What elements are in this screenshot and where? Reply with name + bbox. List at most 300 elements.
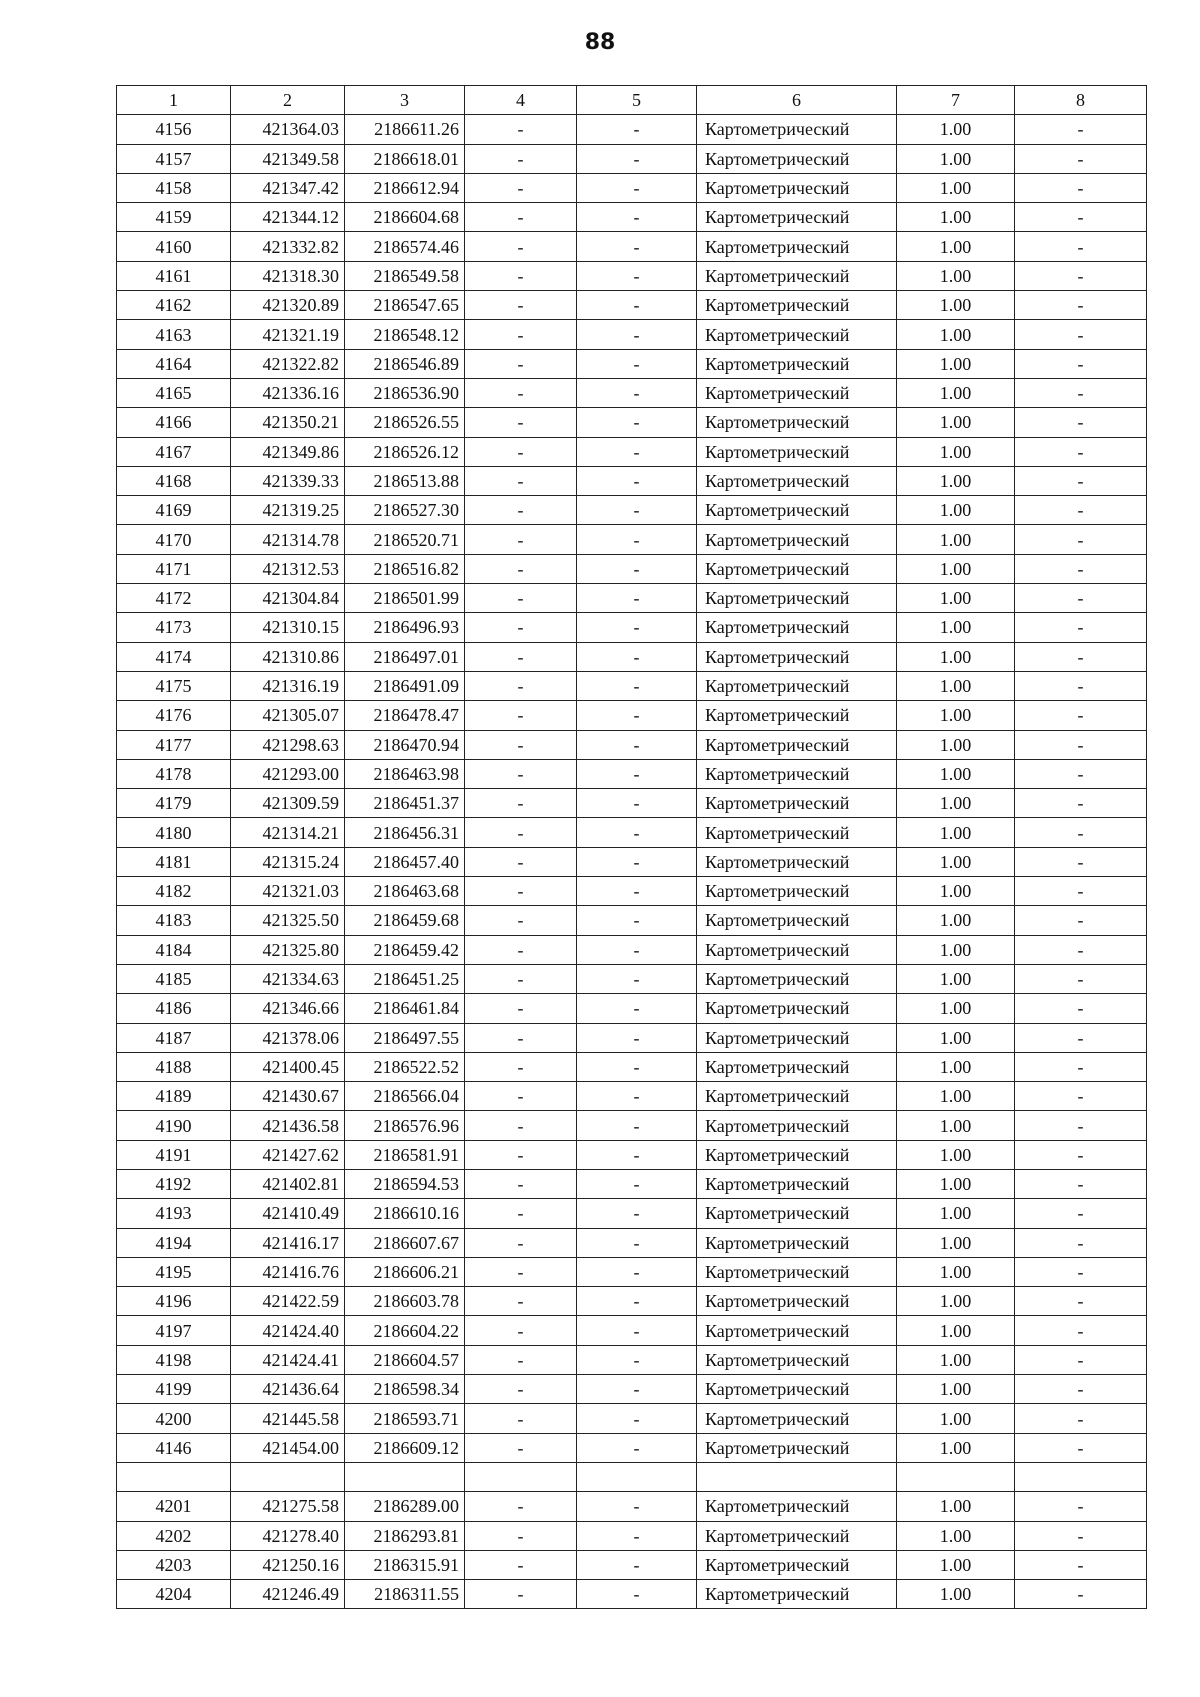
col8-cell: - (1015, 144, 1147, 173)
point-number-cell: 4161 (117, 261, 231, 290)
point-number-cell: 4178 (117, 759, 231, 788)
point-number-cell: 4156 (117, 115, 231, 144)
method-cell: Картометрический (697, 1345, 897, 1374)
col8-cell: - (1015, 1052, 1147, 1081)
method-cell: Картометрический (697, 906, 897, 935)
point-number-cell: 4174 (117, 642, 231, 671)
col8-cell: - (1015, 1023, 1147, 1052)
col8-cell: - (1015, 1433, 1147, 1462)
point-number-cell: 4182 (117, 877, 231, 906)
point-number-cell: 4179 (117, 789, 231, 818)
table-row (117, 437, 1147, 466)
table-row (117, 115, 1147, 144)
col4-cell: - (465, 378, 577, 407)
method-cell: Картометрический (697, 847, 897, 876)
x-coordinate-cell: 421320.89 (231, 291, 345, 320)
table-row (117, 496, 1147, 525)
table-row (117, 847, 1147, 876)
method-cell: Картометрический (697, 1199, 897, 1228)
table-row (117, 964, 1147, 993)
col5-cell: - (577, 1404, 697, 1433)
col4-cell: - (465, 115, 577, 144)
col5-cell: - (577, 144, 697, 173)
point-number-cell: 4172 (117, 584, 231, 613)
method-cell: Картометрический (697, 1433, 897, 1462)
y-coordinate-cell: 2186598.34 (345, 1375, 465, 1404)
y-coordinate-cell: 2186459.68 (345, 906, 465, 935)
col4-cell: - (465, 1580, 577, 1609)
accuracy-cell: 1.00 (897, 1550, 1015, 1579)
col5-cell: - (577, 1199, 697, 1228)
table-row (117, 994, 1147, 1023)
col8-cell: - (1015, 232, 1147, 261)
method-cell: Картометрический (697, 437, 897, 466)
y-coordinate-cell: 2186456.31 (345, 818, 465, 847)
table-row (117, 525, 1147, 554)
accuracy-cell: 1.00 (897, 1228, 1015, 1257)
table-row (117, 906, 1147, 935)
accuracy-cell: 1.00 (897, 349, 1015, 378)
x-coordinate-cell: 421250.16 (231, 1550, 345, 1579)
header-row (117, 86, 1147, 115)
method-cell: Картометрический (697, 701, 897, 730)
col5-cell: - (577, 1140, 697, 1169)
table-row (117, 1492, 1147, 1521)
y-coordinate-cell: 2186604.68 (345, 203, 465, 232)
table-row (117, 1023, 1147, 1052)
method-cell: Картометрический (697, 994, 897, 1023)
method-cell: Картометрический (697, 642, 897, 671)
x-coordinate-cell: 421346.66 (231, 994, 345, 1023)
col5-cell: - (577, 1550, 697, 1579)
col8-cell: - (1015, 1257, 1147, 1286)
method-cell: Картометрический (697, 525, 897, 554)
accuracy-cell: 1.00 (897, 730, 1015, 759)
table-row (117, 554, 1147, 583)
col8-cell: - (1015, 1550, 1147, 1579)
col5-cell: - (577, 994, 697, 1023)
y-coordinate-cell: 2186604.22 (345, 1316, 465, 1345)
col4-cell: - (465, 261, 577, 290)
table-row (117, 261, 1147, 290)
col4-cell: - (465, 994, 577, 1023)
col8-cell: - (1015, 203, 1147, 232)
col5-cell: - (577, 378, 697, 407)
y-coordinate-cell: 2186513.88 (345, 466, 465, 495)
col8-cell: - (1015, 1375, 1147, 1404)
col8-cell: - (1015, 1316, 1147, 1345)
col8-cell: - (1015, 847, 1147, 876)
y-coordinate-cell: 2186497.01 (345, 642, 465, 671)
col8-cell: - (1015, 818, 1147, 847)
col4-cell: - (465, 1023, 577, 1052)
col4-cell: - (465, 1169, 577, 1198)
col8-cell: - (1015, 320, 1147, 349)
x-coordinate-cell: 421336.16 (231, 378, 345, 407)
table-row (117, 1375, 1147, 1404)
y-coordinate-cell: 2186611.26 (345, 115, 465, 144)
method-cell: Картометрический (697, 1521, 897, 1550)
y-coordinate-cell: 2186581.91 (345, 1140, 465, 1169)
y-coordinate-cell: 2186566.04 (345, 1082, 465, 1111)
method-cell: Картометрический (697, 1375, 897, 1404)
col5-cell: - (577, 642, 697, 671)
col4-cell: - (465, 1052, 577, 1081)
y-coordinate-cell: 2186311.55 (345, 1580, 465, 1609)
accuracy-cell: 1.00 (897, 232, 1015, 261)
col8-cell: - (1015, 759, 1147, 788)
table-row (117, 789, 1147, 818)
x-coordinate-cell: 421325.80 (231, 935, 345, 964)
point-number-cell: 4167 (117, 437, 231, 466)
accuracy-cell: 1.00 (897, 906, 1015, 935)
table-row (117, 818, 1147, 847)
point-number-cell: 4162 (117, 291, 231, 320)
y-coordinate-cell: 2186536.90 (345, 378, 465, 407)
table-row (117, 730, 1147, 759)
method-cell: Картометрический (697, 320, 897, 349)
x-coordinate-cell: 421436.64 (231, 1375, 345, 1404)
col8-cell: - (1015, 1140, 1147, 1169)
page-number: 88 (584, 30, 616, 55)
point-number-cell: 4175 (117, 671, 231, 700)
spacer-row (117, 1462, 1147, 1491)
y-coordinate-cell: 2186461.84 (345, 994, 465, 1023)
table-row (117, 408, 1147, 437)
table-row (117, 1257, 1147, 1286)
accuracy-cell: 1.00 (897, 173, 1015, 202)
method-cell: Картометрический (697, 496, 897, 525)
col8-cell: - (1015, 789, 1147, 818)
col4-cell: - (465, 1492, 577, 1521)
table-row (117, 1052, 1147, 1081)
point-number-cell: 4197 (117, 1316, 231, 1345)
x-coordinate-cell: 421246.49 (231, 1580, 345, 1609)
col5-cell: - (577, 818, 697, 847)
col8-cell (1015, 1462, 1147, 1491)
col5-cell: - (577, 613, 697, 642)
x-coordinate-cell: 421332.82 (231, 232, 345, 261)
point-number-cell: 4164 (117, 349, 231, 378)
accuracy-cell: 1.00 (897, 408, 1015, 437)
point-number-cell: 4189 (117, 1082, 231, 1111)
column-header: 7 (897, 86, 1015, 115)
column-header: 2 (231, 86, 345, 115)
col4-cell: - (465, 1140, 577, 1169)
x-coordinate-cell: 421400.45 (231, 1052, 345, 1081)
col4-cell: - (465, 701, 577, 730)
accuracy-cell: 1.00 (897, 1345, 1015, 1374)
method-cell: Картометрический (697, 466, 897, 495)
col4-cell: - (465, 759, 577, 788)
col5-cell: - (577, 291, 697, 320)
col5-cell: - (577, 1228, 697, 1257)
col4-cell: - (465, 173, 577, 202)
column-header: 4 (465, 86, 577, 115)
table-row (117, 642, 1147, 671)
col8-cell: - (1015, 525, 1147, 554)
method-cell: Картометрический (697, 1316, 897, 1345)
table-row (117, 935, 1147, 964)
method-cell: Картометрический (697, 408, 897, 437)
col8-cell: - (1015, 261, 1147, 290)
col4-cell: - (465, 906, 577, 935)
x-coordinate-cell: 421349.86 (231, 437, 345, 466)
col4-cell: - (465, 437, 577, 466)
col5-cell: - (577, 964, 697, 993)
col5-cell: - (577, 789, 697, 818)
col4-cell: - (465, 466, 577, 495)
x-coordinate-cell: 421445.58 (231, 1404, 345, 1433)
x-coordinate-cell: 421339.33 (231, 466, 345, 495)
y-coordinate-cell: 2186594.53 (345, 1169, 465, 1198)
method-cell: Картометрический (697, 261, 897, 290)
col4-cell: - (465, 671, 577, 700)
point-number-cell: 4193 (117, 1199, 231, 1228)
col5-cell: - (577, 1433, 697, 1462)
col4-cell: - (465, 789, 577, 818)
col5-cell: - (577, 935, 697, 964)
accuracy-cell: 1.00 (897, 496, 1015, 525)
table-row (117, 1228, 1147, 1257)
y-coordinate-cell: 2186501.99 (345, 584, 465, 613)
column-header: 8 (1015, 86, 1147, 115)
col4-cell: - (465, 847, 577, 876)
table-row (117, 1316, 1147, 1345)
col4-cell: - (465, 1375, 577, 1404)
col4-cell: - (465, 554, 577, 583)
col4-cell: - (465, 964, 577, 993)
x-coordinate-cell: 421321.19 (231, 320, 345, 349)
col4-cell: - (465, 730, 577, 759)
y-coordinate-cell: 2186293.81 (345, 1521, 465, 1550)
col4-cell: - (465, 291, 577, 320)
point-number-cell: 4183 (117, 906, 231, 935)
x-coordinate-cell: 421310.15 (231, 613, 345, 642)
x-coordinate-cell: 421350.21 (231, 408, 345, 437)
accuracy-cell (897, 1462, 1015, 1491)
accuracy-cell: 1.00 (897, 144, 1015, 173)
table-row (117, 466, 1147, 495)
col5-cell: - (577, 1316, 697, 1345)
table-row (117, 1082, 1147, 1111)
y-coordinate-cell: 2186606.21 (345, 1257, 465, 1286)
point-number-cell: 4199 (117, 1375, 231, 1404)
x-coordinate-cell: 421314.21 (231, 818, 345, 847)
method-cell: Картометрический (697, 1404, 897, 1433)
accuracy-cell: 1.00 (897, 1111, 1015, 1140)
y-coordinate-cell: 2186546.89 (345, 349, 465, 378)
y-coordinate-cell: 2186470.94 (345, 730, 465, 759)
col4-cell: - (465, 877, 577, 906)
method-cell: Картометрический (697, 203, 897, 232)
accuracy-cell: 1.00 (897, 1023, 1015, 1052)
x-coordinate-cell: 421325.50 (231, 906, 345, 935)
col8-cell: - (1015, 877, 1147, 906)
col4-cell: - (465, 203, 577, 232)
x-coordinate-cell: 421316.19 (231, 671, 345, 700)
method-cell: Картометрический (697, 1052, 897, 1081)
x-coordinate-cell: 421298.63 (231, 730, 345, 759)
point-number-cell: 4185 (117, 964, 231, 993)
method-cell: Картометрический (697, 554, 897, 583)
col4-cell: - (465, 935, 577, 964)
y-coordinate-cell: 2186609.12 (345, 1433, 465, 1462)
point-number-cell: 4168 (117, 466, 231, 495)
col5-cell: - (577, 1052, 697, 1081)
x-coordinate-cell: 421310.86 (231, 642, 345, 671)
x-coordinate-cell: 421416.17 (231, 1228, 345, 1257)
accuracy-cell: 1.00 (897, 203, 1015, 232)
point-number-cell: 4201 (117, 1492, 231, 1521)
col8-cell: - (1015, 701, 1147, 730)
y-coordinate-cell: 2186574.46 (345, 232, 465, 261)
table-row (117, 1550, 1147, 1579)
col5-cell: - (577, 232, 697, 261)
method-cell: Картометрический (697, 144, 897, 173)
y-coordinate-cell: 2186618.01 (345, 144, 465, 173)
point-number-cell: 4166 (117, 408, 231, 437)
col5-cell: - (577, 1492, 697, 1521)
table-row (117, 1169, 1147, 1198)
col4-cell: - (465, 320, 577, 349)
accuracy-cell: 1.00 (897, 994, 1015, 1023)
point-number-cell: 4146 (117, 1433, 231, 1462)
column-header: 3 (345, 86, 465, 115)
method-cell: Картометрический (697, 730, 897, 759)
point-number-cell: 4176 (117, 701, 231, 730)
y-coordinate-cell: 2186549.58 (345, 261, 465, 290)
col8-cell: - (1015, 1492, 1147, 1521)
col5-cell: - (577, 1111, 697, 1140)
x-coordinate-cell: 421427.62 (231, 1140, 345, 1169)
accuracy-cell: 1.00 (897, 1433, 1015, 1462)
point-number-cell: 4165 (117, 378, 231, 407)
x-coordinate-cell: 421334.63 (231, 964, 345, 993)
col5-cell: - (577, 115, 697, 144)
y-coordinate-cell: 2186610.16 (345, 1199, 465, 1228)
col8-cell: - (1015, 1082, 1147, 1111)
col4-cell: - (465, 1521, 577, 1550)
x-coordinate-cell: 421344.12 (231, 203, 345, 232)
point-number-cell: 4202 (117, 1521, 231, 1550)
col5-cell: - (577, 349, 697, 378)
col5-cell: - (577, 1287, 697, 1316)
col4-cell: - (465, 1404, 577, 1433)
x-coordinate-cell (231, 1462, 345, 1491)
col5-cell: - (577, 584, 697, 613)
point-number-cell: 4190 (117, 1111, 231, 1140)
col8-cell: - (1015, 935, 1147, 964)
col4-cell: - (465, 232, 577, 261)
method-cell: Картометрический (697, 1169, 897, 1198)
method-cell: Картометрический (697, 613, 897, 642)
point-number-cell: 4203 (117, 1550, 231, 1579)
y-coordinate-cell: 2186548.12 (345, 320, 465, 349)
table-row (117, 144, 1147, 173)
method-cell: Картометрический (697, 1111, 897, 1140)
y-coordinate-cell: 2186527.30 (345, 496, 465, 525)
y-coordinate-cell: 2186593.71 (345, 1404, 465, 1433)
x-coordinate-cell: 421278.40 (231, 1521, 345, 1550)
col5-cell (577, 1462, 697, 1491)
col4-cell: - (465, 1345, 577, 1374)
method-cell: Картометрический (697, 378, 897, 407)
point-number-cell: 4160 (117, 232, 231, 261)
y-coordinate-cell: 2186526.12 (345, 437, 465, 466)
col4-cell: - (465, 584, 577, 613)
accuracy-cell: 1.00 (897, 877, 1015, 906)
col4-cell (465, 1462, 577, 1491)
accuracy-cell: 1.00 (897, 1052, 1015, 1081)
method-cell (697, 1462, 897, 1491)
x-coordinate-cell: 421416.76 (231, 1257, 345, 1286)
y-coordinate-cell: 2186491.09 (345, 671, 465, 700)
accuracy-cell: 1.00 (897, 554, 1015, 583)
point-number-cell: 4159 (117, 203, 231, 232)
point-number-cell: 4163 (117, 320, 231, 349)
y-coordinate-cell: 2186459.42 (345, 935, 465, 964)
col8-cell: - (1015, 1199, 1147, 1228)
table-row (117, 701, 1147, 730)
x-coordinate-cell: 421293.00 (231, 759, 345, 788)
method-cell: Картометрический (697, 232, 897, 261)
accuracy-cell: 1.00 (897, 584, 1015, 613)
col8-cell: - (1015, 291, 1147, 320)
method-cell: Картометрический (697, 671, 897, 700)
point-number-cell: 4158 (117, 173, 231, 202)
table-row (117, 320, 1147, 349)
col4-cell: - (465, 642, 577, 671)
col4-cell: - (465, 525, 577, 554)
method-cell: Картометрический (697, 789, 897, 818)
accuracy-cell: 1.00 (897, 291, 1015, 320)
x-coordinate-cell: 421312.53 (231, 554, 345, 583)
table-row (117, 759, 1147, 788)
point-number-cell (117, 1462, 231, 1491)
col5-cell: - (577, 203, 697, 232)
y-coordinate-cell: 2186526.55 (345, 408, 465, 437)
col8-cell: - (1015, 642, 1147, 671)
col5-cell: - (577, 1375, 697, 1404)
column-header: 5 (577, 86, 697, 115)
col4-cell: - (465, 818, 577, 847)
x-coordinate-cell: 421304.84 (231, 584, 345, 613)
accuracy-cell: 1.00 (897, 525, 1015, 554)
accuracy-cell: 1.00 (897, 642, 1015, 671)
accuracy-cell: 1.00 (897, 1082, 1015, 1111)
accuracy-cell: 1.00 (897, 466, 1015, 495)
table-row (117, 584, 1147, 613)
accuracy-cell: 1.00 (897, 1375, 1015, 1404)
col5-cell: - (577, 759, 697, 788)
y-coordinate-cell: 2186547.65 (345, 291, 465, 320)
method-cell: Картометрический (697, 173, 897, 202)
point-number-cell: 4170 (117, 525, 231, 554)
col5-cell: - (577, 496, 697, 525)
col5-cell: - (577, 906, 697, 935)
col8-cell: - (1015, 584, 1147, 613)
col8-cell: - (1015, 173, 1147, 202)
table-row (117, 1111, 1147, 1140)
col5-cell: - (577, 554, 697, 583)
y-coordinate-cell: 2186522.52 (345, 1052, 465, 1081)
accuracy-cell: 1.00 (897, 789, 1015, 818)
col8-cell: - (1015, 671, 1147, 700)
col8-cell: - (1015, 613, 1147, 642)
method-cell: Картометрический (697, 759, 897, 788)
point-number-cell: 4184 (117, 935, 231, 964)
